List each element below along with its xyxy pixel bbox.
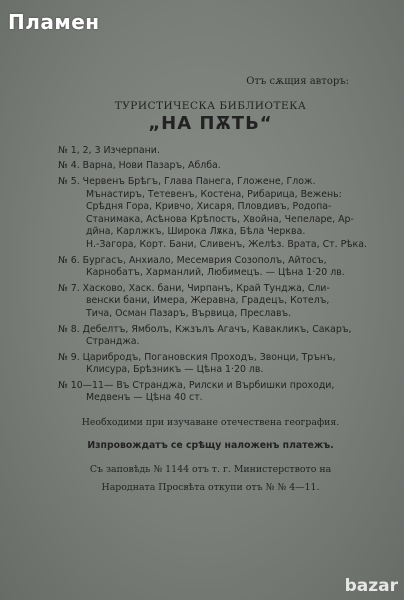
ministry-order-line-1: Съ заповѣдь № 1144 отъ т. г. Министерството на [89,464,332,476]
volume-entry-line: № 6. Бургасъ, Анхиало, Месемврия Созополъ, Айтосъ, [58,254,327,266]
book-page [58,76,367,497]
cash-on-delivery-note: Изпровождатъ се срѣщу наложенъ платежъ. [87,439,334,451]
volume-entry-line: Странджа. [86,336,140,348]
volume-entry-line: № 5. Червенъ Брѣгъ, Глава Панега, Гложене, Глож. [58,175,316,187]
volume-entry [58,352,363,377]
volume-entry-line: Клисура, Брѣзникъ — Цѣна 1·20 лв. [86,364,264,376]
volume-entry-line: № 8. Дебелтъ, Ямболъ, Кжзълъ Агачъ, Кавакликъ, Сакаръ, [58,323,352,335]
volume-entry [58,380,363,405]
volume-entry-line: Медвенъ — Цѣна 40 ст. [86,392,203,404]
volume-entry-line: Станимака, Асѣнова Крѣпость, Хвойна, Чепеларе, Ар- [86,213,354,225]
volume-list [58,144,367,405]
volume-entry-line: Мънастиръ, Тетевенъ, Костена, Рибарица, Вежень: [86,188,342,200]
necessary-note: Необходими при изучаване отечествена география. [81,417,340,429]
volume-entry-line: венски бани, Имера, Жеравна, Градецъ, Котелъ, [86,295,330,307]
volume-entry-line: № 7. Хасково, Хаск. бани, Чирпанъ, Край Тунджа, Сли- [58,282,330,294]
series-name: ТУРИСТИЧЕСКА БИБЛИОТЕКА [114,99,307,112]
series-title: „НА ПѪТЬ“ [148,113,273,135]
ministry-order-line-2: Народната Просвѣта откупи отъ № № 4—11. [101,482,320,494]
author-line: Отъ сѫщия авторъ: [246,76,349,87]
volume-entry [58,175,367,252]
volume-entry [58,324,363,349]
volume-entry-line: Н.-Загора, Корт. Бани, Сливенъ, Желѣз. Врата, Ст. Рѣка. [86,238,367,250]
volume-entry-line: Карнобатъ, Харманлий, Любимецъ. — Цѣна 1·20 лв. [86,267,345,279]
volume-entry-line: № 4. Варна, Нови Пазаръ, Аблба. [58,160,221,172]
volume-entry-line: дйна, Карлжкъ, Широка Лѫка, Бѣла Черква. [86,226,306,238]
volume-entry [58,255,363,280]
volume-entry-line: № 10—11— Въ Странджа, Рилски и Върбишки проходи, [58,379,335,391]
watermark-seller-name: Пламен [8,10,100,34]
volume-entry [58,160,363,173]
ministry-order-note [58,461,363,497]
volume-entry-line: № 1, 2, 3 Изчерпани. [58,144,160,156]
volume-entry [58,145,363,158]
volume-entry-line: Тича, Осман Пазаръ, Вървица, Преславъ. [86,307,292,319]
volume-entry [58,283,363,321]
volume-entry-line: № 9. Царибродъ, Погановския Проходъ, Звонци, Трънъ, [58,351,336,363]
volume-entry-line: Срѣдня Гора, Кривчо, Хисаря, Пловдивъ, Родопа- [86,201,332,213]
watermark-site-logo: bazar [344,576,398,596]
